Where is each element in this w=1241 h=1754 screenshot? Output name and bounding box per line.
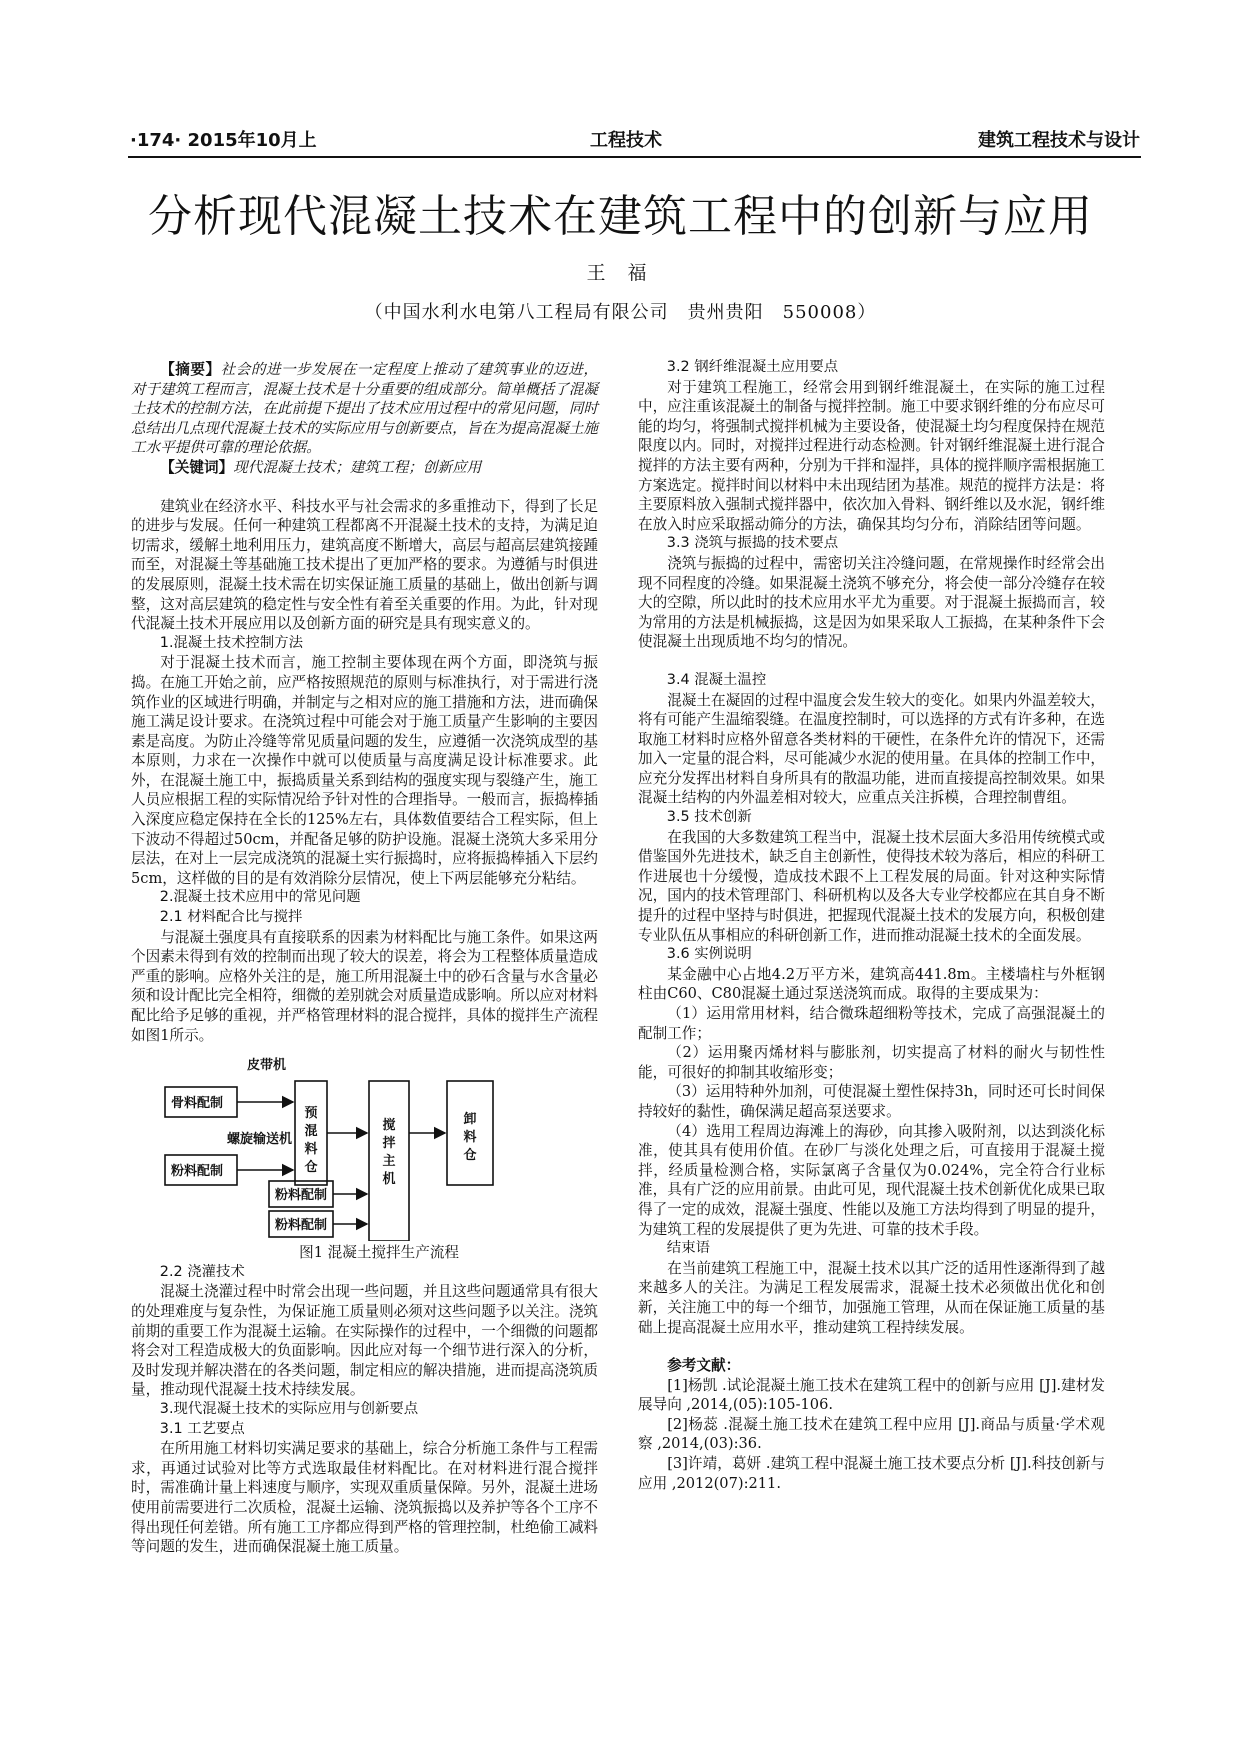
section-3-2-paragraph: 对于建筑工程施工，经常会用到钢纤维混凝土，在实际的施工过程中，应注重该混凝土的制备与搅拌控制。施工中要求钢纤维的分布应尽可能的均匀，将强制式搅拌机械为主要设备，使混凝土均匀程度保持在规范限度以内。同时，对搅拌过程进行动态检测。针对钢纤维混凝土进行混合搅拌的方法主要有两种，分别为干拌和湿拌，具体的搅拌顺序需根据施工方案选定。搅拌时间以材料中未出现结团为基准。规范的搅拌方法是：将主要原料放入强制式搅拌器中，依次加入骨料、钢纤维以及水泥，钢纤维在放入时应采取摇动筛分的方法，确保其均匀分布，消除结团等问题。 (638, 378, 1106, 533)
section-2-title: 2.混凝土技术应用中的常见问题 (159, 889, 361, 906)
section-2-2-title: 2.2 浇灌技术 (159, 1263, 245, 1280)
keywords-text: 现代混凝土技术；建筑工程；创新应用 (233, 458, 482, 476)
section-3-1-title: 3.1 工艺要点 (159, 1420, 245, 1437)
screw-label: 螺旋输送机 (227, 1132, 293, 1148)
mixing-flow-diagram (131, 1051, 598, 1241)
section-3-2-title: 3.2 钢纤维混凝土应用要点 (666, 359, 839, 375)
author: 王 福 (586, 262, 655, 284)
abstract (131, 360, 598, 458)
page-info: ·174· 2015年10月上 (130, 130, 317, 151)
section-name: 工程技术 (590, 130, 662, 151)
powder-label-2: 粉料配制 (275, 1188, 328, 1204)
section-3-1-paragraph: 在所用施工材料切实满足要求的基础上，综合分析施工条件与工程需求，再通过试验对比等方式选取最佳材料配比。在对材料进行混合搅拌时，需准确计量上料速度与顺序，实现双重质量保障。另外，混凝土进场使用前需要进行二次质检，混凝土运输、浇筑振捣以及养护等各个工序不得出现任何差错。所有施工工序都应得到严格的管理控制，杜绝偷工减料等问题的发生，进而确保混凝土施工质量。 (131, 1440, 599, 1556)
conclusion-title: 结束语 (666, 1240, 710, 1257)
mixer-label: 搅拌主机 (382, 1118, 396, 1188)
powder-label: 粉料配制 (171, 1164, 224, 1180)
section-3-5-title: 3.5 技术创新 (666, 809, 752, 826)
section-3-3-title: 3.3 浇筑与振捣的技术要点 (666, 535, 839, 552)
header-rule (128, 156, 1141, 158)
section-3-4-paragraph: 混凝土在凝固的过程中温度会发生较大的变化。如果内外温差较大，将有可能产生温缩裂缝。在温度控制时，可以选择的方式有许多种，在选取施工材料时应格外留意各类材料的干硬性，在条件允许的情况下，还需加入一定量的混合料，尽可能减少水泥的使用量。在具体的控制工作中，应充分发挥出材料自身所具有的散温功能，进而直接提高控制效果。如果混凝土结构的内外温差相对较大，应重点关注拆模，合理控制曹组。 (638, 691, 1106, 807)
right-column (638, 358, 1105, 1493)
result-item-4: （4）选用工程周边海滩上的海砂，向其掺入吸附剂，以达到淡化标准，使其具有使用价值。在砂厂与淡化处理之后，可直接用于混凝土搅拌，经质量检测合格，实际氯离子含量仅为0.024%，完全符合行业标准，具有广泛的应用前景。由此可见，现代混凝土技术创新优化成果已取得了一定的成效，混凝土强度、性能以及施工方法均得到了明显的提升，为建筑工程的发展提供了更为先进、可靠的技术手段。 (638, 1122, 1106, 1238)
aggregate-label: 骨料配制 (171, 1096, 224, 1112)
section-2-1-title: 2.1 材料配合比与搅拌 (159, 909, 303, 926)
conclusion-paragraph: 在当前建筑工程施工中，混凝土技术以其广泛的适用性逐渐得到了越来越多人的关注。为满足工程发展需求，混凝土技术必须做出优化和创新，关注施工中的每一个细节，加强施工管理，从而在保证施工质量的基础上提高混凝土应用水平，推动建筑工程持续发展。 (638, 1259, 1106, 1336)
reference-item: [2]杨蕊 .混凝土施工技术在建筑工程中应用 [J].商品与质量·学术观察 ,2014,(03):36. (638, 1415, 1105, 1453)
section-3-6-paragraph: 某金融中心占地4.2万平方米，建筑高441.8m。主楼墙柱与外框钢柱由C60、C80混凝土通过泵送浇筑而成。取得的主要成果为： (638, 965, 1105, 1003)
abstract-text: 社会的进一步发展在一定程度上推动了建筑事业的迈进，对于建筑工程而言，混凝土技术是十分重要的组成部分。简单概括了混凝土技术的控制方法，在此前提下提出了技术应用过程中的常见问题，同时总结出几点现代混凝土技术的实际应用与创新要点，旨在为提高混凝土施工水平提供可靠的理论依据。 (131, 361, 599, 457)
journal-name: 建筑工程技术与设计 (978, 130, 1140, 151)
unload-label: 卸料仓 (463, 1112, 477, 1164)
section-2-2-paragraph: 混凝土浇灌过程中时常会出现一些问题，并且这些问题通常具有很大的处理难度与复杂性，为保证施工质量则必须对这些问题予以关注。浇筑前期的重要工作为混凝土运输。在实际操作的过程中，一个细微的问题都将会对工程造成极大的负面影响。因此应对每一个细节进行深入的分析，及时发现并解决潜在的各类问题，制定相应的解决措施，进而提高浇筑质量，推动现代混凝土技术持续发展。 (131, 1283, 599, 1399)
left-column (131, 360, 598, 1557)
keywords-label: 【关键词】 (160, 458, 234, 476)
section-2-1-paragraph: 与混凝土强度具有直接联系的因素为材料配比与施工条件。如果这两个因素未得到有效的控制而出现了较大的误差，将会为工程整体质量造成严重的影响。应格外关注的是，施工所用混凝土中的砂石含量与水含量必须和设计配比完全相符，细微的差别就会对质量造成影响。所以应对材料配比给予足够的重视，并严格管理材料的混合搅拌，具体的搅拌生产流程如图1所示。 (131, 928, 599, 1044)
section-3-title: 3.现代混凝土技术的实际应用与创新要点 (159, 1400, 419, 1417)
result-item-2: （2）运用聚丙烯材料与膨胀剂，切实提高了材料的耐火与韧性性能，可很好的抑制其收缩形变； (638, 1044, 1105, 1081)
section-3-3-paragraph: 浇筑与振捣的过程中，需密切关注冷缝问题，在常规操作时经常会出现不同程度的冷缝。如果混凝土浇筑不够充分，将会使一部分冷缝存在较大的空隙，所以此时的技术应用水平尤为重要。对于混凝土振捣而言，较为常用的方法是机械振捣，这是因为如果采取人工振捣，在某种条件下会使混凝土出现质地不均匀的情况。 (638, 554, 1106, 651)
powder-label-3: 粉料配制 (275, 1218, 328, 1234)
keywords (131, 458, 598, 478)
reference-item: [3]许靖，葛妍 .建筑工程中混凝土施工技术要点分析 [J].科技创新与应用 ,2012(07):211. (638, 1455, 1105, 1492)
references-title: 参考文献： (667, 1357, 741, 1375)
belt-label: 皮带机 (247, 1058, 287, 1074)
result-item-3: （3）运用特种外加剂，可使混凝土塑性保持3h，同时还可长时间保持较好的黏性，确保满足超高泵送要求。 (638, 1083, 1105, 1120)
section-1-title: 1.混凝土技术控制方法 (159, 634, 304, 651)
section-1-paragraph: 对于混凝土技术而言，施工控制主要体现在两个方面，即浇筑与振捣。在施工开始之前，应严格按照规范的原则与标准执行，对于需进行浇筑作业的区域进行明确，并制定与之相对应的施工措施和方法，进而确保施工满足设计要求。在浇筑过程中可能会对于施工质量产生影响的主要因素是高度。为防止冷缝等常见质量问题的发生，应遵循一次浇筑成型的基本原则，力求在一次操作中就可以使质量与高度满足设计标准要求。此外，在混凝土施工中，振捣质量关系到结构的强度实现与裂缝产生，施工人员应根据工程的实际情况给予针对性的合理指导。一般而言，振捣棒插入深度应稳定保持在全长的125%左右，具体数值要结合工程实际，但上下波动不得超过50cm，并配备足够的防护设施。混凝土浇筑大多采用分层法，在对上一层完成浇筑的混凝土实行振捣时，应将振捣棒插入下层约5cm，这样做的目的是有效消除分层情况，使上下两层能够充分粘结。 (131, 654, 599, 887)
section-3-4-title: 3.4 混凝土温控 (666, 671, 767, 688)
figure-caption: 图1 混凝土搅拌生产流程 (299, 1244, 460, 1262)
abstract-label: 【摘要】 (160, 361, 221, 378)
intro-paragraph: 建筑业在经济水平、科技水平与社会需求的多重推动下，得到了长足的进步与发展。任何一种建筑工程都离不开混凝土技术的支持，为满足迫切需求，缓解土地利用压力，建筑高度不断增大，高层与超高层建筑接踵而至，对混凝土等基础施工技术提出了更加严格的要求。为遵循与时俱进的发展原则，混凝土技术需在切实保证施工质量的基础上，做出创新与调整，这对高层建筑的稳定性与安全性有着至关重要的作用。为此，针对现代混凝土技术开展应用以及创新方面的研究是具有现实意义的。 (131, 497, 599, 633)
article-title: 分析现代混凝土技术在建筑工程中的创新与应用 (148, 191, 1093, 242)
section-3-6-title: 3.6 实例说明 (666, 946, 752, 963)
reference-item: [1]杨凯 .试论混凝土施工技术在建筑工程中的创新与应用 [J].建材发展导向 ,2014,(05):105-106. (638, 1376, 1105, 1414)
running-header (130, 126, 1140, 152)
affiliation: （中国水利水电第八工程局有限公司 贵州贵阳 550008） (364, 302, 877, 323)
result-item-1: （1）运用常用材料，结合微珠超细粉等技术，完成了高强混凝土的配制工作； (638, 1005, 1105, 1042)
premix-label: 预混料仓 (304, 1106, 318, 1176)
section-3-5-paragraph: 在我国的大多数建筑工程当中，混凝土技术层面大多沿用传统模式或借鉴国外先进技术，缺乏自主创新性，使得技术较为落后，相应的科研工作进展也十分缓慢，造成技术跟不上工程发展的局面。针对这种实际情况，国内的技术管理部门、科研机构以及各大专业学校都应在其自身不断提升的过程中坚持与时俱进，把握现代混凝土技术的发展方向，积极创建专业队伍从事相应的科研创新工作，进而推动混凝土技术的全面发展。 (638, 828, 1106, 944)
